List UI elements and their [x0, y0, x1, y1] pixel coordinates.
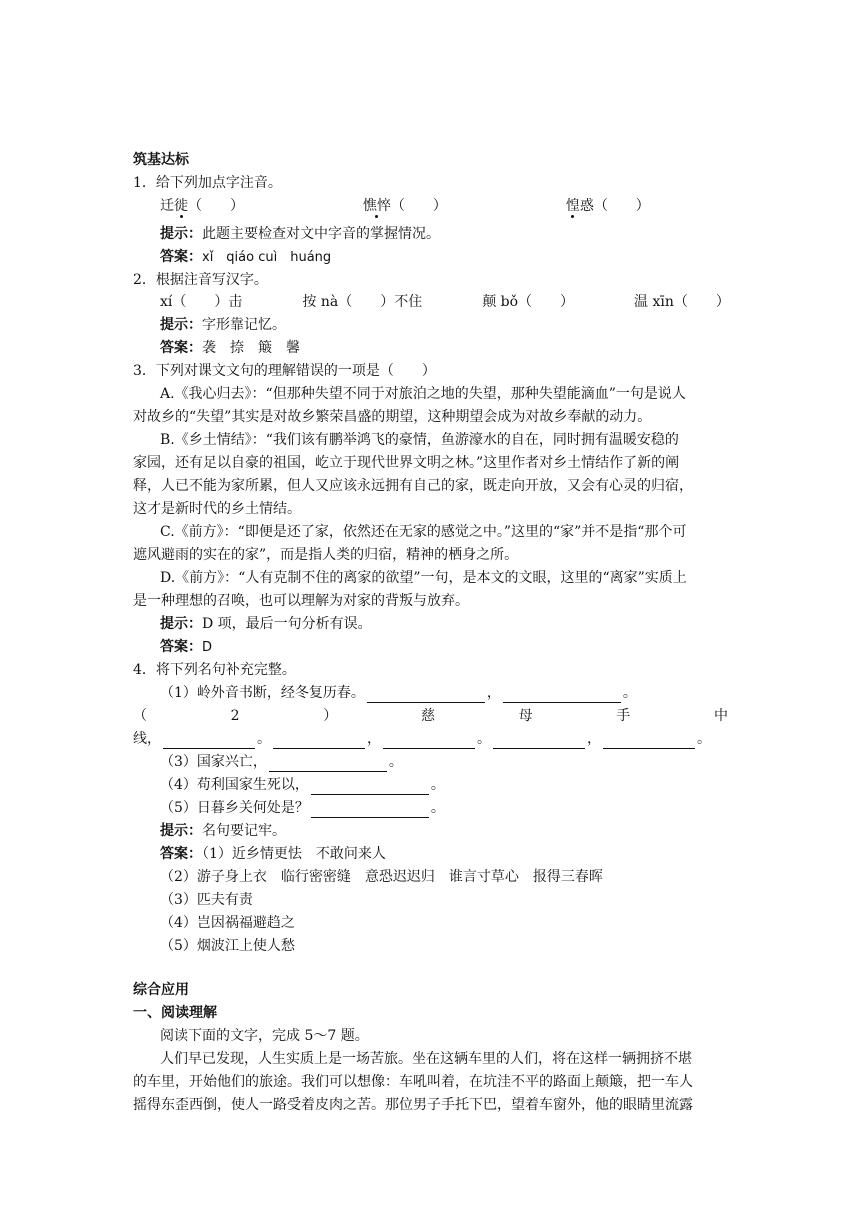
q3-hint: 提示：D 项，最后一句分析有误。 — [160, 616, 372, 632]
q3-stem: 3．下列对课文文句的理解错误的一项是（ ） — [133, 363, 436, 379]
reading-passage-line2: 的车里，开始他们的旅途。我们可以想像：车吼叫着，在坑洼不平的路面上颠簸，把一车人 — [133, 1074, 693, 1090]
q3-option-a-line1: A.《我心归去》：“但那种失望不同于对旅泊之地的失望，那种失望能滴血”一句是说人 — [160, 386, 686, 402]
q3-option-b-line2: 家园，还有足以自豪的祖国，屹立于现代世界文明之林。”这里作者对乡土情结作了新的阐 — [133, 455, 680, 471]
q1-hint: 提示：此题主要检查对文中字音的掌握情况。 — [160, 226, 440, 242]
q4-answer-5: （5）烟波江上使人愁 — [160, 938, 295, 954]
reading-passage-line1: 人们早已发现，人生实质上是一场苦旅。坐在这辆车里的人们，将在这样一辆拥挤不堪 — [160, 1051, 692, 1067]
q1-word-2: 憔悴 — [362, 198, 391, 214]
section-title-reading: 一、阅读理解 — [133, 1005, 217, 1021]
q2-answer: 答案：袭 捺 簸 馨 — [160, 340, 300, 356]
q3-answer: 答案：D — [160, 639, 213, 655]
q4-answer-1: 答案：（1）近乡情更怯 不敢问来人 — [160, 846, 386, 862]
q2-stem: 2．根据注音写汉字。 — [133, 272, 268, 288]
reading-passage-line3: 摇得东歪西倒，使人一路受着皮肉之苦。那位男子手托下巴，望着车窗外，他的眼睛里流露 — [133, 1097, 693, 1113]
q2-items: xí（ ）击 按 nà（ ）不住 颠 bǒ（ ） 温 xīn（ ） — [160, 294, 730, 310]
q3-option-d-line1: D.《前方》：“人有克制不住的离家的欲望”一句，是本文的文眼，这里的“离家”实质上 — [160, 570, 687, 586]
q4-answer-2: （2）游子身上衣 临行密密缝 意恐迟迟归 谁言寸草心 报得三春晖 — [160, 869, 603, 885]
section-title-integrated: 综合应用 — [133, 982, 189, 998]
q4-item-2-line2: 线， 。 ， 。 ， 。 — [133, 731, 711, 747]
q1-stem: 1．给下列加点字注音。 — [133, 175, 282, 191]
reading-intro: 阅读下面的文字，完成 5～7 题。 — [160, 1028, 369, 1044]
q4-stem: 4．将下列名句补充完整。 — [133, 662, 296, 678]
q4-item-1: （1）岭外音书断，经冬复历春。 ， 。 — [160, 685, 637, 701]
q4-answer-4: （4）岂因祸福避趋之 — [160, 915, 295, 931]
q4-item-3: （3）国家兴亡， 。 — [160, 754, 403, 770]
q4-item-4: （4）苟利国家生死以， 。 — [160, 777, 445, 793]
q3-option-b-line4: 这才是新时代的乡土情结。 — [133, 501, 301, 517]
q3-option-a-line2: 对故乡的“失望”其实是对故乡繁荣昌盛的期望，这种期望会成为对故乡奉献的动力。 — [133, 409, 652, 425]
q3-option-d-line2: 是一种理想的召唤，也可以理解为对家的背叛与放弃。 — [133, 593, 469, 609]
q1-word-1: 迁徙 — [160, 198, 188, 214]
q1-items: 迁徙（ ） 憔悴（ ） 惶惑（ ） — [160, 198, 650, 214]
q4-hint: 提示：名句要记牢。 — [160, 823, 286, 839]
q4-answer-3: （3）匹夫有责 — [160, 892, 253, 908]
q1-answer: 答案：xǐ qiáo cuì huáng — [160, 249, 332, 265]
q3-option-c-line1: C.《前方》：“即便是还了家，依然还在无家的感觉之中。”这里的“家”并不是指“那个可 — [160, 524, 687, 540]
section-title-basic: 筑基达标 — [133, 152, 189, 168]
q2-hint: 提示：字形靠记忆。 — [160, 317, 286, 333]
q3-option-b-line3: 释，人已不能为家所累，但人又应该永远拥有自己的家，既走向开放，又会有心灵的归宿， — [133, 478, 693, 494]
q4-item-2-line1: （ 2 ） 慈 母 手 中 — [133, 708, 728, 724]
q3-option-c-line2: 遮风避雨的实在的家”，而是指人类的归宿，精神的栖身之所。 — [133, 547, 519, 563]
q1-word-3: 惶惑 — [565, 198, 594, 214]
q3-option-b-line1: B.《乡土情结》：“我们该有鹏举鸿飞的豪情，鱼游濠水的自在，同时拥有温暖安稳的 — [160, 432, 679, 448]
q4-item-5: （5）日暮乡关何处是？ 。 — [160, 800, 445, 816]
